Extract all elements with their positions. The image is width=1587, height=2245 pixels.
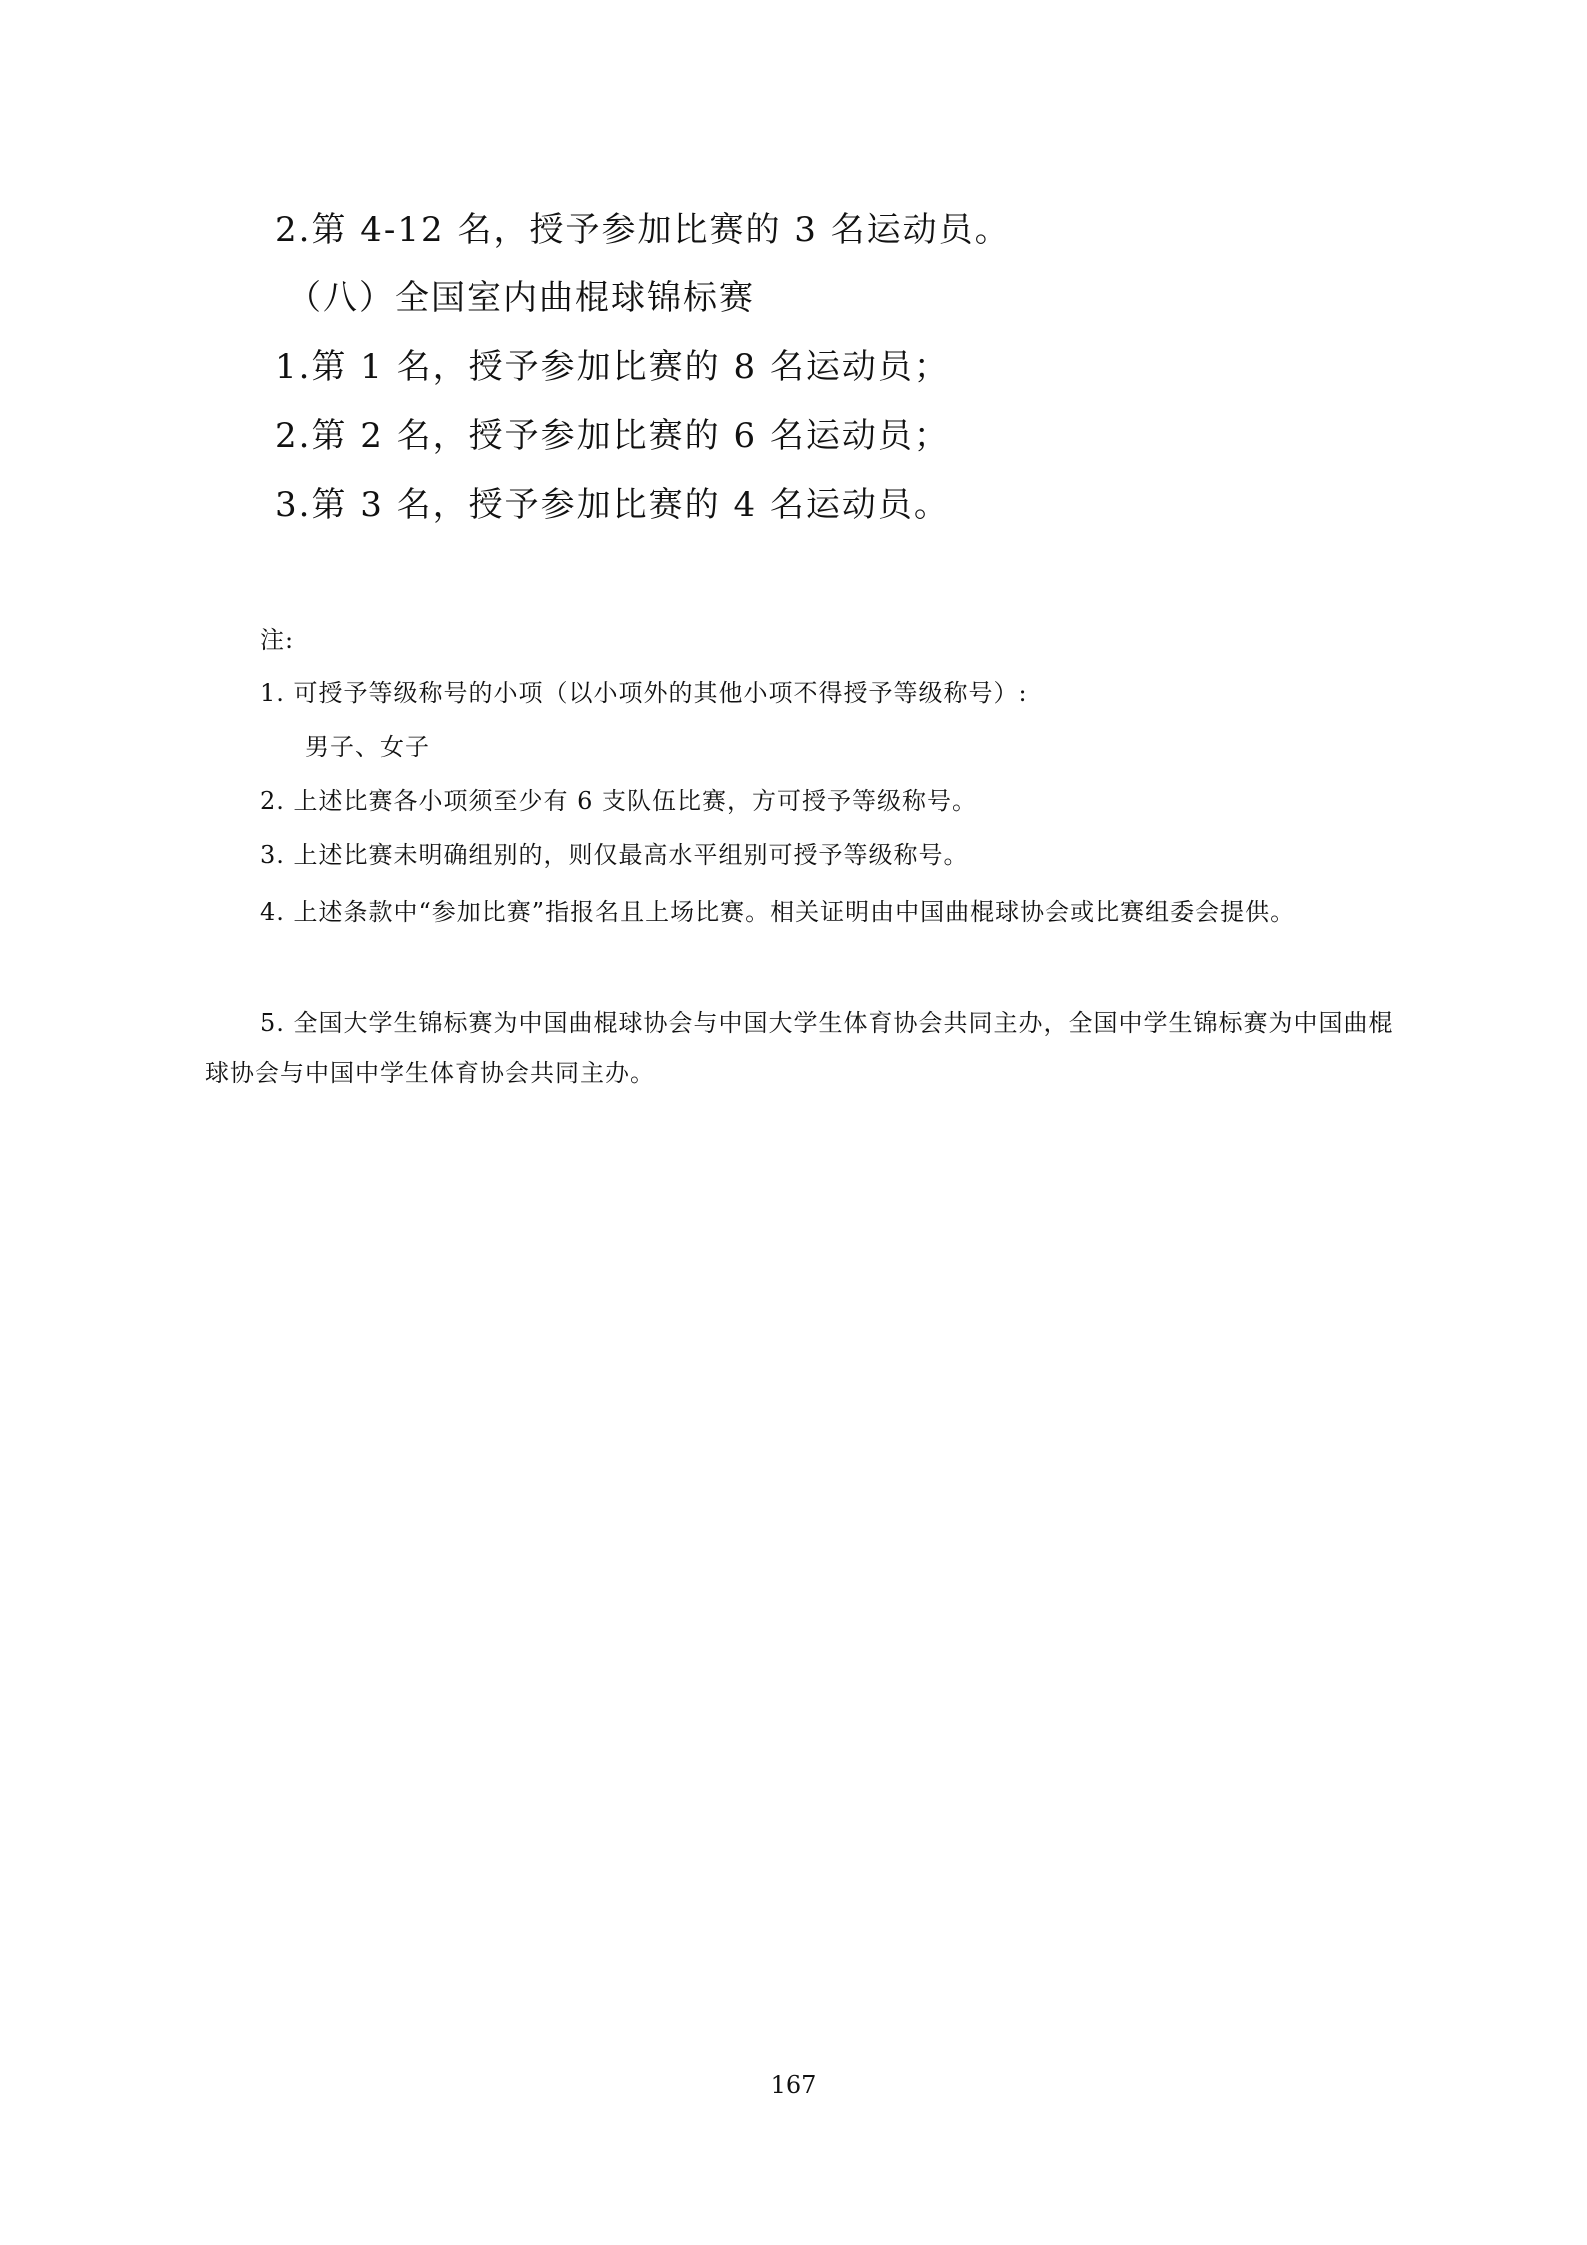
section-heading-indoor-hockey: （八）全国室内曲棍球锦标赛 <box>287 278 755 318</box>
note-item-5: 5. 全国大学生锦标赛为中国曲棍球协会与中国大学生体育协会共同主办，全国中学生锦标赛为中国曲棍球协会与中国中学生体育协会共同主办。 <box>205 1009 1394 1087</box>
award-line-third: 3.第 3 名，授予参加比赛的 4 名运动员。 <box>275 485 950 525</box>
award-line-second: 2.第 2 名，授予参加比赛的 6 名运动员； <box>275 416 950 456</box>
award-line-4-12: 2.第 4-12 名，授予参加比赛的 3 名运动员。 <box>275 210 1011 250</box>
notes-title: 注: <box>260 626 295 654</box>
page-number: 167 <box>770 2071 817 2099</box>
note-item-1-sub: 男子、女子 <box>305 733 430 761</box>
note-item-4: 4. 上述条款中“参加比赛”指报名且上场比赛。相关证明由中国曲棍球协会或比赛组委会提供。 <box>260 898 1296 926</box>
note-item-1: 1. 可授予等级称号的小项（以小项外的其他小项不得授予等级称号）: <box>260 679 1028 707</box>
award-line-first: 1.第 1 名，授予参加比赛的 8 名运动员； <box>275 347 950 387</box>
note-item-3: 3. 上述比赛未明确组别的，则仅最高水平组别可授予等级称号。 <box>260 841 969 869</box>
note-item-2: 2. 上述比赛各小项须至少有 6 支队伍比赛，方可授予等级称号。 <box>260 787 978 815</box>
